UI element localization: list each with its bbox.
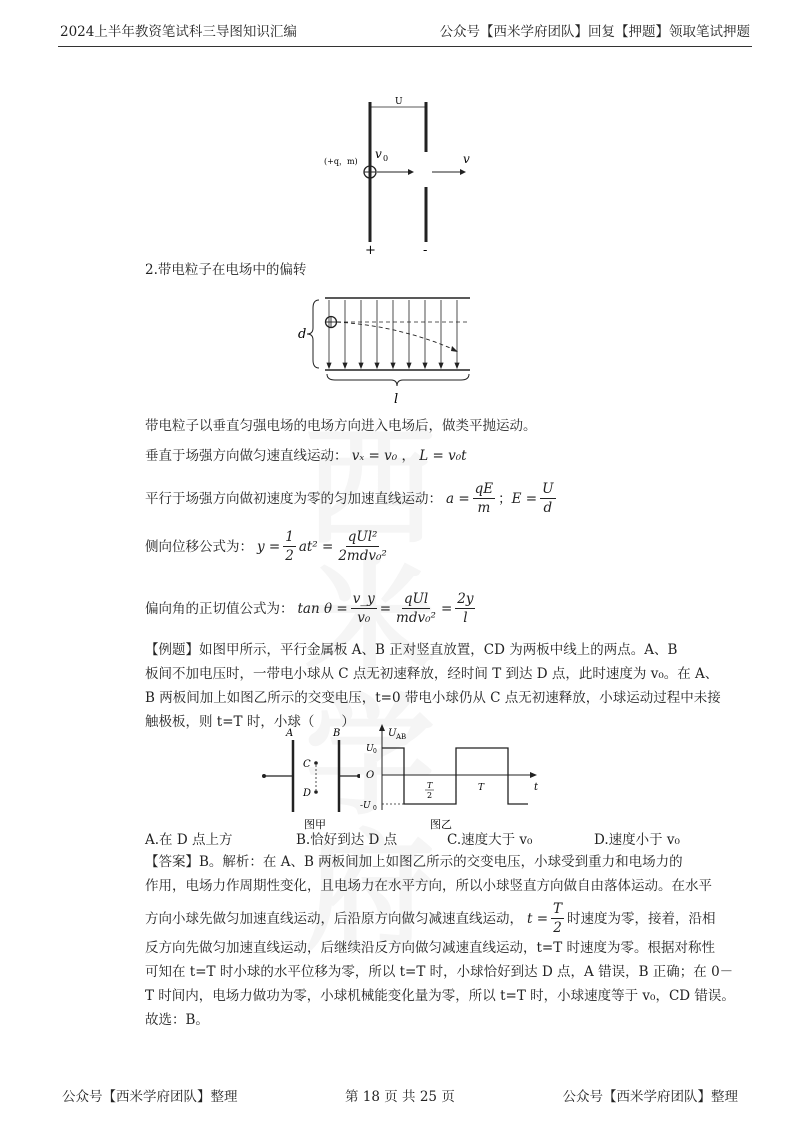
- angle-f3: [455, 590, 475, 627]
- example-line-3: B 两板间加上如图乙所示的交变电压，t=0 带电小球仍从 C 点无初速释放，小球运动过程中未接: [145, 690, 721, 706]
- caption-yi: 图乙: [430, 818, 452, 831]
- label-C: C: [303, 759, 311, 770]
- angle-f2: [394, 590, 438, 627]
- angle-f1-num: v_y: [352, 591, 375, 607]
- answer-t-fraction: [551, 900, 564, 937]
- displacement-formula: [145, 528, 392, 565]
- voltage-waveform: [382, 748, 528, 804]
- perp-eq2: L = v₀t: [419, 448, 467, 464]
- para-e-lhs: E =: [511, 490, 538, 507]
- answer-t-lhs: t =: [527, 910, 549, 927]
- para-a-fraction: [473, 480, 496, 517]
- perp-sep: ，: [401, 448, 415, 464]
- answer-line-5: 可知在 t=T 时小球的水平位移为零，所以 t=T 时，小球恰好到达 D 点，A 错误，B 正确；在 0－: [145, 964, 734, 980]
- answer-line-3b: 时速度为零，接着，沿相: [567, 910, 716, 927]
- voltage-label: U: [395, 97, 403, 107]
- figure-jia: [260, 722, 360, 832]
- option-b: B.恰好到达 D 点: [296, 832, 398, 848]
- disp-f1-den: 2: [285, 548, 294, 564]
- v-label: v: [463, 152, 470, 166]
- v0-label: v: [375, 147, 382, 161]
- l-label: l: [394, 392, 399, 407]
- disp-f1-num: 1: [285, 529, 294, 545]
- neg-u0-label: -U: [360, 801, 371, 811]
- angle-eq2: =: [440, 600, 453, 617]
- label-D: D: [303, 788, 312, 799]
- intro-paragraph: 带电粒子以垂直匀强电场的电场方向进入电场后，做类平抛运动。: [145, 418, 537, 434]
- angle-f1: [351, 590, 377, 627]
- option-c: C.速度大于 v₀: [447, 832, 533, 848]
- parallel-motion: [145, 480, 559, 517]
- answer-line-3a: 方向小球先做匀加速直线运动，后沿原方向做匀减速直线运动，: [145, 910, 523, 927]
- t-half-den: 2: [427, 791, 433, 800]
- label-A: A: [286, 728, 294, 739]
- option-a: A.在 D 点上方: [145, 832, 233, 848]
- disp-fraction: [336, 528, 388, 565]
- disp-label: 侧向位移公式为：: [145, 538, 253, 555]
- acceleration-figure: [320, 92, 500, 262]
- angle-lhs: tan θ =: [297, 600, 348, 617]
- perp-label: 垂直于场强方向做匀速直线运动：: [145, 448, 348, 464]
- angle-f1-den: v₀: [357, 610, 371, 626]
- answer-line-4: 反方向先做匀加速直线运动，后继续沿反方向做匀减速直线运动，t=T 时速度为零。根据对称性: [145, 940, 716, 956]
- neg-u0-sub: 0: [373, 805, 377, 812]
- disp-lhs: y =: [257, 538, 281, 555]
- point-D: [314, 790, 318, 794]
- t-T-label: T: [478, 783, 485, 793]
- disp-half: [283, 528, 296, 565]
- disp-f2-den: 2mdv₀²: [338, 548, 387, 564]
- origin-label: O: [366, 770, 375, 781]
- example-line-1: 【例题】如图甲所示，平行金属板 A、B 正对竖直放置，CD 为两板中线上的两点。A、B: [145, 642, 678, 658]
- answer-t-num: T: [553, 901, 563, 917]
- caption-jia: 图甲: [304, 818, 326, 831]
- para-e-num: U: [542, 481, 554, 497]
- para-e-fraction: [540, 480, 555, 517]
- para-e-den: d: [543, 500, 553, 516]
- perpendicular-motion: [145, 442, 467, 470]
- u0-sub: 0: [373, 748, 377, 755]
- angle-f2-den: mdv₀²: [396, 610, 436, 626]
- para-a-den: m: [477, 500, 491, 516]
- charge-label: (+q，m): [324, 157, 358, 166]
- d-label: d: [298, 327, 307, 342]
- para-sep: ；: [498, 490, 512, 507]
- footer-page-number: 第 18 页 共 25 页: [345, 1089, 455, 1105]
- header-left: 2024上半年教资笔试科三导图知识汇编: [60, 24, 297, 40]
- para-label: 平行于场强方向做初速度为零的匀加速直线运动：: [145, 490, 442, 507]
- u0-label: U: [366, 744, 374, 754]
- label-B: B: [333, 728, 341, 739]
- trajectory: [337, 322, 455, 350]
- angle-formula: [145, 590, 478, 627]
- figure-yi: [360, 722, 545, 832]
- option-d: D.速度小于 v₀: [594, 832, 680, 848]
- perp-eq1: vₓ = v₀: [351, 448, 398, 464]
- answer-line-3: [145, 900, 716, 937]
- t-axis-label: t: [534, 782, 539, 793]
- minus-sign: -: [423, 243, 428, 258]
- angle-label: 偏向角的正切值公式为：: [145, 600, 294, 617]
- para-a-num: qE: [474, 481, 494, 497]
- deflection-figure: [295, 288, 485, 410]
- example-line-2: 板间不加电压时，一带电小球从 C 点无初速释放，经时间 T 到达 D 点，此时速度为 v₀。在 A、: [145, 666, 719, 682]
- answer-line-1: 【答案】B。解析：在 A、B 两板间加上如图乙所示的交变电压，小球受到重力和电场力的: [145, 854, 683, 870]
- answer-line-6: T 时间内，电场力做功为零，小球机械能变化量为零，所以 t=T 时，小球速度等于 v₀，CD 错误。: [145, 988, 735, 1004]
- header-right: 公众号【西米学府团队】回复【押题】领取笔试押题: [439, 24, 750, 40]
- angle-f3-den: l: [463, 610, 468, 626]
- header-divider: [58, 46, 752, 47]
- section-title: 2.带电粒子在电场中的偏转: [145, 262, 307, 278]
- disp-f2-num: qUl²: [347, 529, 378, 545]
- disp-mid: at² =: [298, 538, 334, 555]
- angle-f2-num: qUl: [403, 591, 429, 607]
- example-line-4: 触极板，则 t=T 时，小球（ ）: [145, 714, 355, 730]
- footer-left: 公众号【西米学府团队】整理: [62, 1089, 238, 1105]
- para-a-lhs: a =: [446, 490, 470, 507]
- ylabel: U: [388, 728, 397, 739]
- angle-f3-num: 2y: [457, 591, 474, 607]
- v0-subscript: 0: [383, 154, 389, 163]
- answer-t-den: 2: [553, 920, 562, 936]
- answer-line-2: 作用，电场力作周期性变化，且电场力在水平方向，所以小球竖直方向做自由落体运动。在水平: [145, 878, 712, 894]
- ylabel-sub: AB: [396, 733, 407, 741]
- answer-line-7: 故选：B。: [145, 1012, 209, 1028]
- t-half-num: T: [427, 781, 433, 790]
- footer-right: 公众号【西米学府团队】整理: [562, 1089, 738, 1105]
- point-C: [314, 761, 318, 765]
- plus-sign: +: [365, 243, 376, 258]
- angle-eq: =: [379, 600, 392, 617]
